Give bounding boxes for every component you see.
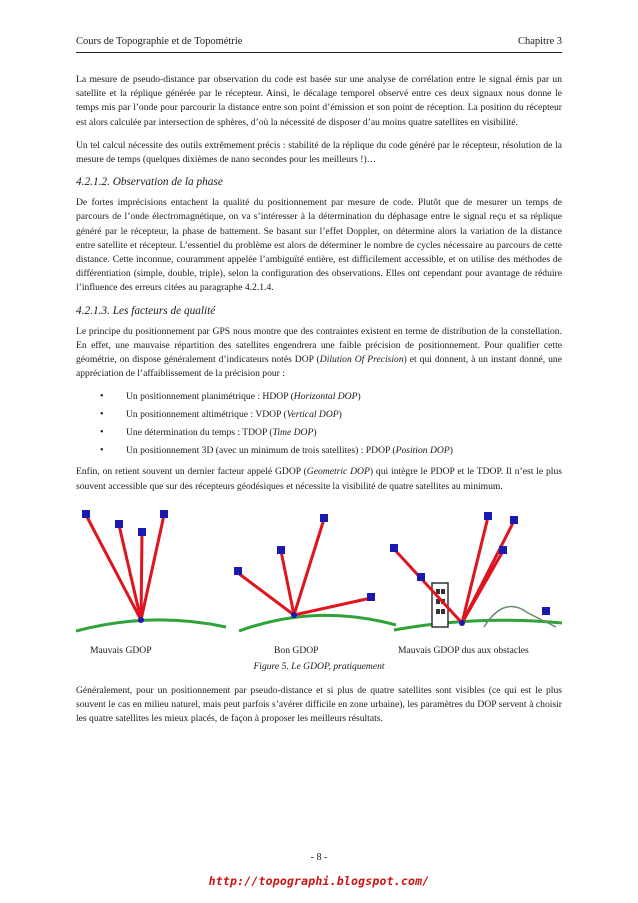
panel-bad-gdop — [76, 510, 226, 631]
heading-quality-factors: 4.2.1.3. Les facteurs de qualité — [76, 304, 216, 317]
heading-phase-observation: 4.2.1.2. Observation de la phase — [76, 176, 223, 189]
label-good-gdop: Bon GDOP — [274, 644, 319, 656]
header-chapter: Chapitre 3 — [517, 36, 562, 47]
paragraph-dop: Le principe du positionnement par GPS nous montre que des contraintes existent en terme de distribution de la constellation. En effet, une mauvaise répartition des satellites engendrera une faible précision de positionnement. Pour qualifier cette géométrie, on dispose généralement d’indicateurs notés DOP (Dilution Of Precision) et qui donnent, à un instant donné, une appréciation de l’affaiblissement de la précision pour : — [76, 325, 562, 380]
bullet-icon: • — [100, 391, 104, 403]
ground-line — [76, 620, 226, 631]
paragraph-phase: De fortes imprécisions entachent la qualité du positionnement par mesure de code. Plutôt que de mesurer un temps de parcours de l’onde électromagnétique, on va s’intéresser à la détermination du déphasage entre le signal reçu et sa réplique généré par le récepteur, la phase de battement. Se basant sur l’effet Doppler, on détermine alors la variation de la distance entre satellite et récepteur. L’essentiel du problème est alors de déterminer le nombre de cycles nécessaire au parcours de cette distance. Cette inconnue, couramment appelée l’ambiguïté entière, est difficilement accessible, et on utilise des méthodes de différentiation (simple, double, triple), selon la configuration des observations. Elles ont cependant pour avantage de réduire l’influence des erreurs citées au paragraphe 4.2.1.4. — [76, 197, 562, 294]
header-course-title: Cours de Topographie et de Topométrie — [76, 36, 243, 47]
satellite-icon — [390, 512, 550, 615]
paragraph-dop-usage: Généralement, pour un positionnement par pseudo-distance et si plus de quatre satellites sont visibles (ce qui est le plus souvent le cas en milieu naturel, mais peut parfois s’avérer difficile en zone urbaine), les paramètres du DOP servent à choisir les quatre satellites les mieux placés, de façon à proposer les meilleurs résultats. — [76, 684, 562, 725]
label-obstacles-gdop: Mauvais GDOP dus aux obstacles — [398, 644, 529, 656]
page-content — [76, 73, 562, 735]
list-item: • Une détermination du temps : TDOP (Time DOP) — [100, 427, 317, 439]
bullet-icon: • — [100, 427, 104, 439]
paragraph-gdop: Enfin, on retient souvent un dernier facteur appelé GDOP (Geometric DOP) qui intègre le PDOP et le TDOP. Il n’est le plus souvent accessible que sur des récepteurs géodésiques et nécessite la visibilité de quatre satellites au minimum. — [76, 466, 562, 492]
receiver-icon — [138, 617, 144, 623]
panel-good-gdop — [234, 514, 396, 631]
ground-line — [239, 615, 396, 631]
receiver-icon — [459, 620, 465, 626]
figure-caption: Figure 5. Le GDOP, pratiquement — [253, 660, 385, 672]
list-item: • Un positionnement altimétrique : VDOP (Vertical DOP) — [100, 409, 342, 421]
ground-line — [394, 620, 562, 630]
page-number: - 8 - — [310, 852, 328, 863]
blog-url-link[interactable]: http://topographi.blogspot.com/ — [208, 874, 430, 888]
bullet-icon: • — [100, 409, 104, 421]
paragraph-calculation: Un tel calcul nécessite des outils extrêmement précis : stabilité de la réplique du code généré par le récepteur, résolution de la mesure de temps (quelques dixièmes de nano secondes pour les meilleurs !)… — [76, 139, 562, 166]
gdop-illustration — [76, 503, 562, 641]
dop-list — [76, 390, 562, 458]
receiver-icon — [291, 612, 297, 618]
bullet-icon: • — [100, 445, 104, 457]
page-header — [76, 36, 562, 53]
list-item: • Un positionnement 3D (avec un minimum de trois satellites) : PDOP (Position DOP) — [100, 445, 453, 457]
figure-labels — [76, 641, 562, 661]
paragraph-code-measure: La mesure de pseudo-distance par observation du code est basée sur une analyse de corrélation entre le signal émis par un satellite et la réplique générée par le récepteur. Ainsi, le décalage temporel observé entre ces deux signaux nous donne le temps mis par l’onde pour parcourir la distance entre son point d’émission et son point de réception. La position du récepteur est alors calculée par intersection de sphères, d’où la nécessité de disposer d’au moins quatre satellites en visibilité. — [76, 74, 562, 128]
satellite-icon — [234, 514, 375, 601]
label-bad-gdop: Mauvais GDOP — [90, 644, 152, 656]
list-item: • Un positionnement planimétrique : HDOP (Horizontal DOP) — [100, 391, 361, 403]
panel-obstacles — [390, 512, 562, 630]
gdop-figure — [76, 503, 562, 641]
